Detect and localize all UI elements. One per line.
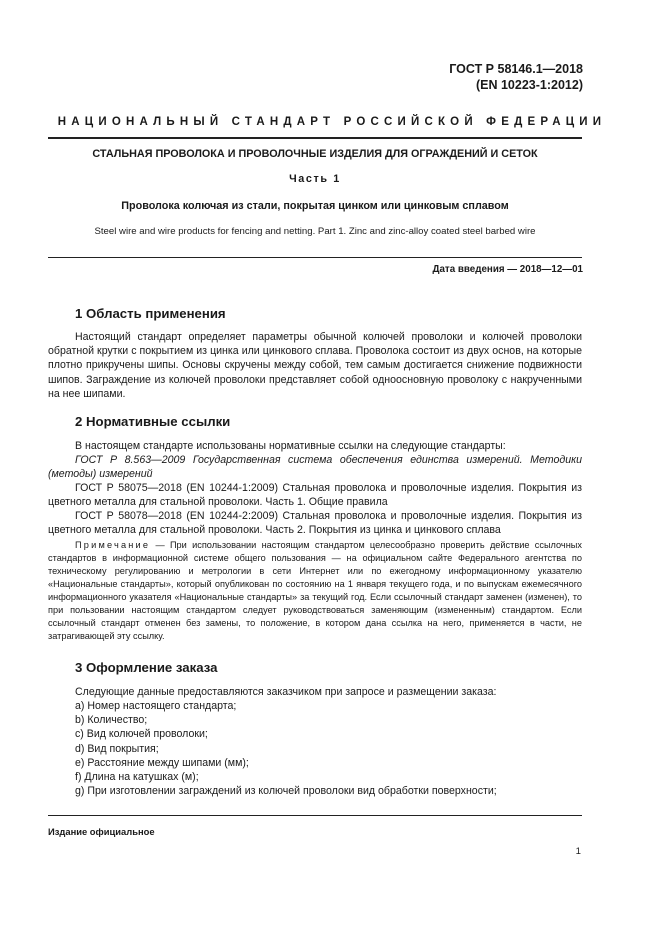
document-title: СТАЛЬНАЯ ПРОВОЛОКА И ПРОВОЛОЧНЫЕ ИЗДЕЛИЯ ДЛЯ ОГРАЖДЕНИЙ И СЕТОК <box>92 148 538 160</box>
title-divider-bottom <box>48 257 582 258</box>
document-part: Часть 1 <box>289 173 341 185</box>
section-1-heading: 1 Область применения <box>75 306 226 321</box>
title-divider-top <box>48 137 582 139</box>
list-item: b) Количество; <box>75 714 148 727</box>
list-item: c) Вид колючей проволоки; <box>75 728 208 741</box>
list-item: f) Длина на катушках (м); <box>75 771 199 784</box>
list-item: d) Вид покрытия; <box>75 742 159 755</box>
note-label: Примечание <box>75 540 151 550</box>
date-of-introduction: Дата введения — 2018—12—01 <box>432 264 583 275</box>
section-1-text: Настоящий стандарт определяет параметры обычной колючей проволоки и колючей проволоки обратной крутки с покрытием из цинка или цинкового сплава. Проволока состоит из двух основ, на которые плотно прикручены шипы. Основы скручены между собой, тем самым достигается снижение подвижности шипов. Заграждение из колючей проволоки представляет собой одноосновную проволоку с накрученными на нее шипами. <box>48 331 582 400</box>
official-edition-label: Издание официальное <box>48 826 155 837</box>
reference-item: ГОСТ Р 58078—2018 (EN 10244-2:2009) Стальная проволока и проволочные изделия. Покрытия из цветного металла для стальной проволоки. Часть 2. Покрытия из цинка и цинкового сплава <box>48 510 582 537</box>
list-item: g) При изготовлении заграждений из колючей проволоки вид обработки поверхности; <box>75 785 497 798</box>
document-code-en: (EN 10223-1:2012) <box>475 78 583 92</box>
document-subtitle: Проволока колючая из стали, покрытая цинком или цинковым сплавом <box>121 200 509 212</box>
note-text: — При использовании настоящим стандартом целесообразно проверить действие ссылочных стандартов в информационной системе общего пользования — на официальном сайте Федерального агентства по техническому регулированию и метрологии в сети Интернет или по ежегодному информационному указателю «Национальные стандарты», который опубликован по состоянию на 1 января текущего года, и по выпускам ежемесячного информационного указателя «Национальные стандарты» за текущий год. Если ссылочный стандарт заменен (изменен), то при пользовании настоящим стандартом следует руководствоваться заменяющим (измененным) стандартом. Если ссылочный стандарт отменен без замены, то положение, в котором дана ссылка на него, применяется в части, не затрагивающей эту ссылку. <box>48 540 582 641</box>
reference-item: ГОСТ Р 58075—2018 (EN 10244-1:2009) Стальная проволока и проволочные изделия. Покрытия из цветного металла для стальной проволоки. Часть 1. Общие правила <box>48 482 582 509</box>
list-item: e) Расстояние между шипами (мм); <box>75 756 249 769</box>
section-3-intro: Следующие данные предоставляются заказчиком при запросе и размещении заказа: <box>75 686 497 698</box>
document-title-english: Steel wire and wire products for fencing and netting. Part 1. Zinc and zinc-alloy coated steel barbed wire <box>94 226 536 237</box>
section-2-intro: В настоящем стандарте использованы нормативные ссылки на следующие стандарты: <box>75 440 506 452</box>
footer-divider <box>48 815 582 816</box>
list-item: a) Номер настоящего стандарта; <box>75 700 237 712</box>
page-number: 1 <box>575 846 581 857</box>
document-code: ГОСТ Р 58146.1—2018 <box>449 62 583 76</box>
national-standard-banner: НАЦИОНАЛЬНЫЙ СТАНДАРТ РОССИЙСКОЙ ФЕДЕРАЦИИ <box>57 116 607 128</box>
section-2-note <box>48 539 582 643</box>
order-data-list <box>75 699 497 798</box>
reference-item: ГОСТ Р 8.563—2009 Государственная система обеспечения единства измерений. Методики (методы) измерений <box>48 454 582 481</box>
section-3-heading: 3 Оформление заказа <box>75 660 218 675</box>
section-2-heading: 2 Нормативные ссылки <box>75 414 231 429</box>
